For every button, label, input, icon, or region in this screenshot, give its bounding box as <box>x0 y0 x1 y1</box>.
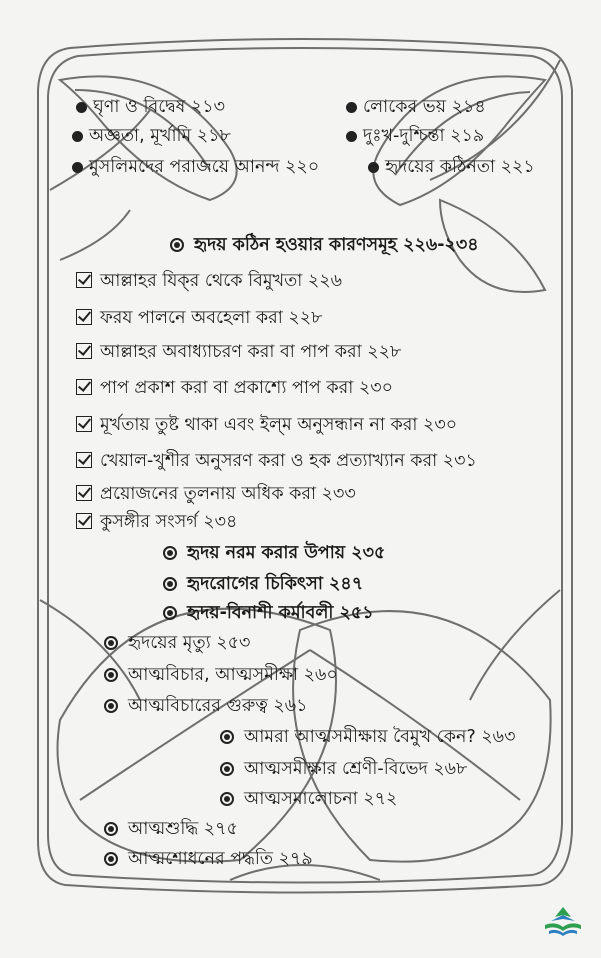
checkbox-tick-icon <box>76 272 92 288</box>
toc-entry: আত্মবিচারের গুরুত্ব ২৬১ <box>104 695 307 717</box>
toc-entry: হৃদয়ের মৃত্যু ২৫৩ <box>104 632 250 654</box>
bullet-dot-icon <box>72 131 83 142</box>
target-circle-icon <box>220 730 234 744</box>
top-item: ঘৃণা ও বিদ্বেষ ২১৩ <box>76 96 225 118</box>
top-item: অজ্ঞতা, মূর্খামি ২১৮ <box>72 125 231 147</box>
checkbox-tick-icon <box>76 379 92 395</box>
checkbox-tick-icon <box>76 416 92 432</box>
toc-entry: আত্মশুদ্ধি ২৭৫ <box>104 818 238 840</box>
check-item: প্রয়োজনের তুলনায় অধিক করা ২৩৩ <box>76 483 356 505</box>
target-circle-icon <box>104 636 118 650</box>
top-item: দুঃখ-দুশ্চিন্তা ২১৯ <box>346 125 484 147</box>
check-item: আল্লাহর যিক্‌র থেকে বিমুখতা ২২৬ <box>76 270 342 292</box>
target-circle-icon <box>104 822 118 836</box>
check-item: মূর্খতায় তুষ্ট থাকা এবং ইল্‌ম অনুসন্ধান না করা ২৩০ <box>76 414 457 436</box>
top-item: মুসলিমদের পরাজয়ে আনন্দ ২২০ <box>72 156 319 178</box>
target-circle-icon <box>163 606 177 620</box>
toc-entry: হৃদয় নরম করার উপায় ২৩৫ <box>163 542 385 564</box>
check-item: কুসঙ্গীর সংসর্গ ২৩৪ <box>76 511 237 533</box>
section-heading: হৃদয় কঠিন হওয়ার কারণসমূহ ২২৬-২৩৪ <box>170 234 479 256</box>
check-item: খেয়াল-খুশীর অনুসরণ করা ও হক প্রত্যাখ্যান করা ২৩১ <box>76 450 477 472</box>
toc-entry: হৃদয়-বিনাশী কর্মাবলী ২৫১ <box>163 602 374 624</box>
top-item: হৃদয়ের কঠিনতা ২২১ <box>368 156 535 178</box>
target-circle-icon <box>220 792 234 806</box>
target-circle-icon <box>163 577 177 591</box>
bullet-dot-icon <box>72 162 83 173</box>
check-item: আল্লাহর অবাধ্যাচরণ করা বা পাপ করা ২২৮ <box>76 341 401 363</box>
publisher-logo-icon <box>541 905 585 937</box>
check-item: পাপ প্রকাশ করা বা প্রকাশ্যে পাপ করা ২৩০ <box>76 377 393 399</box>
target-circle-icon <box>163 546 177 560</box>
bullet-dot-icon <box>76 102 87 113</box>
target-circle-icon <box>104 668 118 682</box>
bullet-dot-icon <box>346 102 357 113</box>
target-circle-icon <box>104 852 118 866</box>
top-item: লোকের ভয় ২১৪ <box>346 96 486 118</box>
bullet-dot-icon <box>346 131 357 142</box>
target-circle-icon <box>104 699 118 713</box>
checkbox-tick-icon <box>76 513 92 529</box>
toc-entry: আত্মশোধনের পদ্ধতি ২৭৯ <box>104 848 313 870</box>
check-item: ফরয পালনে অবহেলা করা ২২৮ <box>76 307 323 329</box>
checkbox-tick-icon <box>76 452 92 468</box>
bullet-dot-icon <box>368 162 379 173</box>
checkbox-tick-icon <box>76 485 92 501</box>
toc-entry: আত্মসমীক্ষার শ্রেণী-বিভেদ ২৬৮ <box>220 758 467 780</box>
toc-entry: হৃদরোগের চিকিৎসা ২৪৭ <box>163 573 363 595</box>
target-circle-icon <box>220 762 234 776</box>
checkbox-tick-icon <box>76 343 92 359</box>
target-circle-icon <box>170 238 184 252</box>
toc-entry: আত্মবিচার, আত্মসমীক্ষা ২৬০ <box>104 664 338 686</box>
checkbox-tick-icon <box>76 309 92 325</box>
toc-entry: আমরা আত্মসমীক্ষায় বৈমুখ কেন? ২৬৩ <box>220 726 515 748</box>
toc-entry: আত্মসমালোচনা ২৭২ <box>220 788 397 810</box>
